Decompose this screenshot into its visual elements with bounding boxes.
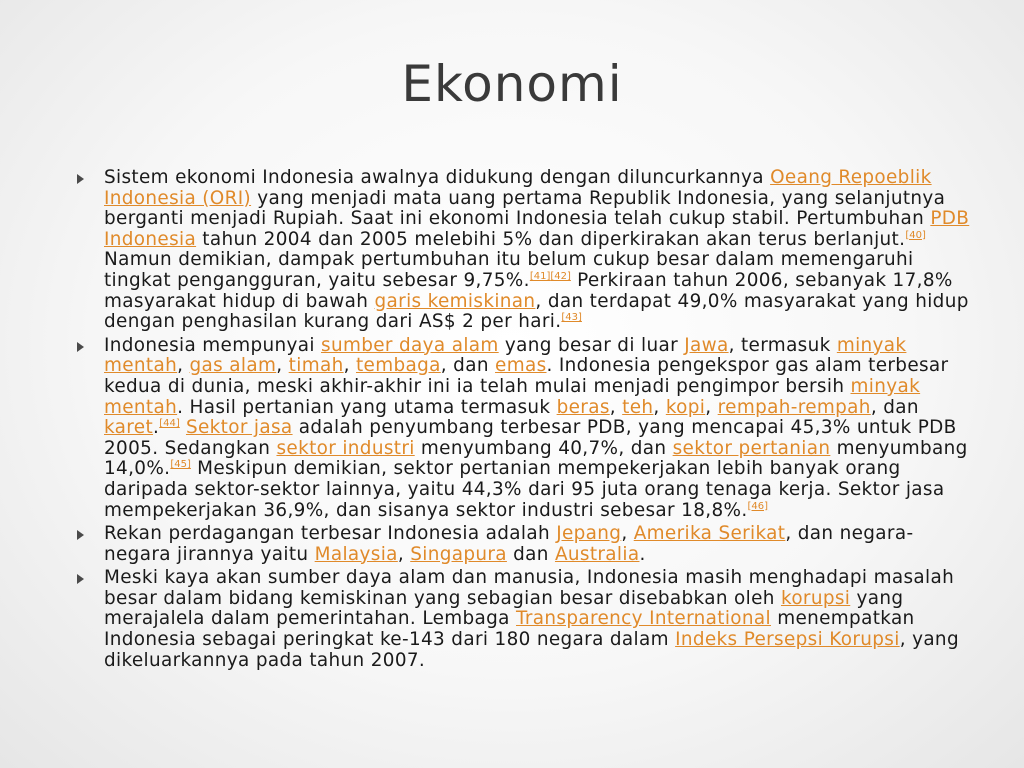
citation-link[interactable]: [43]: [561, 312, 582, 324]
wiki-link[interactable]: Indeks Persepsi Korupsi: [675, 629, 900, 651]
body-text: , dan terdapat 49,0% masyarakat yang hidup dengan penghasilan kurang dari AS$ 2 per hari.: [104, 290, 969, 333]
citation-link[interactable]: [45]: [170, 459, 191, 471]
body-text: menempatkan Indonesia sebagai peringkat ke-143 dari 180 negara dalam: [104, 608, 915, 651]
wiki-link[interactable]: Amerika Serikat: [633, 523, 786, 545]
wiki-link[interactable]: Transparency International: [516, 608, 771, 630]
body-text: adalah penyumbang terbesar PDB, yang mencapai 45,3% untuk PDB 2005. Sedangkan: [104, 417, 957, 459]
body-text: Rekan perdagangan terbesar Indonesia adalah: [104, 523, 557, 545]
bullet-item: [74, 168, 974, 333]
body-text: ,: [343, 355, 356, 377]
body-text: , dan negara-negara jirannya yaitu: [104, 523, 914, 565]
body-text: ,: [397, 543, 411, 565]
bullet-arrow-icon: [77, 342, 84, 352]
bullet-item: [74, 568, 974, 671]
body-text: Meski kaya akan sumber daya alam dan manusia, Indonesia masih menghadapi masalah besar dalam bidang kemiskinan yang sebagian besar disebabkan oleh: [104, 567, 955, 609]
citation-link[interactable]: [46]: [747, 500, 769, 512]
body-text: yang merajalela dalam pemerintahan. Lembaga: [104, 587, 904, 630]
body-text: .: [153, 417, 160, 439]
body-text: Perkiraan tahun 2006, sebanyak 17,8% masyarakat hidup di bawah: [104, 269, 953, 312]
wiki-link[interactable]: Sektor jasa: [185, 417, 293, 439]
wiki-link[interactable]: sektor pertanian: [672, 437, 831, 459]
citation-link[interactable]: [44]: [159, 418, 180, 430]
body-text: dan: [506, 543, 555, 565]
body-text: , dan: [440, 355, 496, 377]
bullet-arrow-icon: [77, 530, 84, 540]
body-text: menyumbang 40,7%, dan: [414, 437, 673, 459]
wiki-link[interactable]: garis kemiskinan: [374, 290, 536, 312]
body-text: . Indonesia pengekspor gas alam terbesar kedua di dunia, meski akhir-akhir ini ia telah mulai menjadi pengimpor bersih: [104, 355, 949, 397]
body-text: Meskipun demikian, sektor pertanian mempekerjakan lebih banyak orang daripada sektor-sektor lainnya, yaitu 44,3% dari 95 juta orang tenaga kerja. Sektor jasa mempekerjakan 36,9%, dan sisanya sektor industri sebesar 18,8%.: [104, 458, 945, 521]
body-text: ,: [276, 355, 289, 377]
wiki-link[interactable]: Oeang Repoeblik Indonesia (ORI): [104, 167, 932, 209]
wiki-link[interactable]: minyak mentah: [104, 334, 907, 377]
wiki-link[interactable]: Singapura: [410, 543, 507, 565]
wiki-link[interactable]: gas alam: [189, 355, 277, 377]
citation-link[interactable]: [42]: [550, 270, 571, 282]
body-text: . Hasil pertanian yang utama termasuk: [177, 396, 557, 418]
body-text: .: [639, 543, 646, 565]
wiki-link[interactable]: kopi: [665, 396, 706, 418]
body-text: Namun demikian, dampak pertumbuhan itu belum cukup besar dalam memengaruhi tingkat pengangguran, yaitu sebesar 9,75%.: [104, 249, 914, 291]
body-text: tahun 2004 dan 2005 melebihi 5% dan diperkirakan akan terus berlanjut.: [196, 228, 906, 250]
body-text: ,: [609, 396, 623, 418]
wiki-link[interactable]: PDB Indonesia: [104, 208, 970, 250]
body-text: yang menjadi mata uang pertama Republik Indonesia, yang selanjutnya berganti menjadi Rupiah. Saat ini ekonomi Indonesia telah cukup stabil. Pertumbuhan: [104, 187, 946, 230]
slide-title: Ekonomi: [401, 55, 623, 113]
bullet-list: [74, 168, 974, 674]
body-text: , dan: [870, 396, 919, 418]
wiki-link[interactable]: sumber daya alam: [321, 334, 499, 356]
wiki-link[interactable]: sektor industri: [276, 437, 415, 459]
citation-link[interactable]: [41]: [529, 270, 551, 282]
body-text: menyumbang 14,0%.: [104, 437, 968, 480]
wiki-link[interactable]: minyak mentah: [104, 375, 921, 418]
wiki-link[interactable]: Jepang: [556, 523, 622, 545]
citation-link[interactable]: [40]: [905, 229, 926, 241]
wiki-link[interactable]: korupsi: [780, 587, 851, 609]
wiki-link[interactable]: timah: [288, 355, 344, 377]
body-text: ,: [177, 355, 190, 377]
wiki-link[interactable]: emas: [495, 355, 547, 377]
body-text: yang besar di luar: [498, 334, 685, 356]
wiki-link[interactable]: Jawa: [684, 334, 729, 356]
body-text: ,: [621, 523, 634, 545]
body-text: ,: [653, 396, 666, 418]
wiki-link[interactable]: tembaga: [356, 355, 441, 377]
bullet-item: [74, 336, 974, 521]
bullet-arrow-icon: [77, 174, 84, 184]
body-text: , termasuk: [728, 334, 837, 356]
wiki-link[interactable]: beras: [556, 396, 610, 418]
body-text: Sistem ekonomi Indonesia awalnya didukung dengan diluncurkannya: [104, 167, 771, 188]
wiki-link[interactable]: teh: [622, 396, 654, 418]
wiki-link[interactable]: Australia: [554, 543, 640, 565]
wiki-link[interactable]: karet: [104, 417, 154, 439]
body-text: Indonesia mempunyai: [104, 334, 322, 356]
bullet-item: [74, 524, 974, 565]
wiki-link[interactable]: rempah-rempah: [717, 396, 871, 418]
wiki-link[interactable]: Malaysia: [314, 543, 398, 565]
bullet-arrow-icon: [77, 574, 84, 584]
body-text: , yang dikeluarkannya pada tahun 2007.: [104, 629, 959, 671]
body-text: ,: [705, 396, 718, 418]
